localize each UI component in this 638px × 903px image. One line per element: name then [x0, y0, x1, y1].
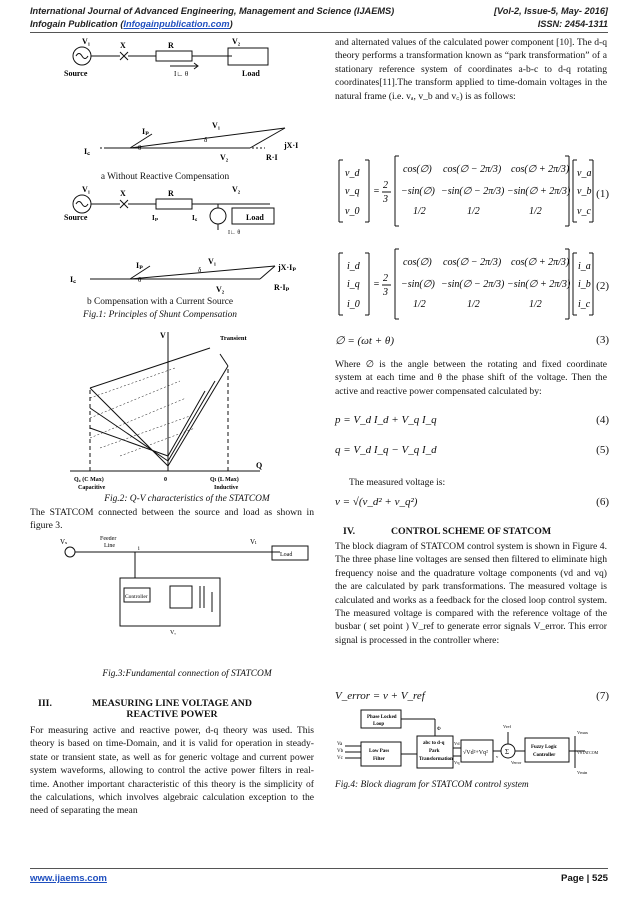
svg-text:Controller: Controller [533, 753, 556, 758]
equation-1 [335, 150, 607, 236]
svg-text:Iₚ: Iₚ [142, 127, 150, 136]
svg-text:Φ: Φ [437, 727, 441, 732]
svg-text:i_a: i_a [578, 261, 591, 272]
svg-text:X: X [120, 41, 126, 50]
fig3-statcom-connection [60, 536, 314, 636]
svg-text:=: = [373, 279, 380, 290]
fig2-qv-chart [60, 326, 314, 496]
fig3-caption: Fig.3:Fundamental connection of STATCOM [102, 669, 272, 679]
fig1b-caption: b Compensation with a Current Source [86, 297, 234, 307]
svg-text:jX·I: jX·I [284, 141, 299, 150]
equation-5: q = V_d I_q − V_q I_d [335, 444, 437, 456]
eq6-number: (6) [596, 496, 609, 508]
svg-text:I꜀: I꜀ [84, 147, 90, 156]
fig4-caption: Fig.4: Block diagram for STATCOM control system [335, 780, 529, 790]
svg-text:Park: Park [429, 749, 440, 754]
svg-text:V₂: V₂ [232, 186, 241, 194]
svg-text:Va: Va [337, 742, 343, 747]
svg-text:I∟ θ: I∟ θ [174, 70, 189, 78]
svg-text:R: R [168, 189, 174, 198]
svg-text:Source: Source [64, 213, 88, 222]
svg-text:δ: δ [198, 266, 202, 274]
svg-text:i_d: i_d [347, 261, 360, 272]
svg-text:2: 2 [383, 273, 388, 284]
svg-text:Loop: Loop [373, 722, 385, 727]
publisher-header: Infogain Publication (Infogainpublication.com) ISSN: 2454-1311 [30, 19, 608, 29]
para-where-phi: Where ∅ is the angle between the rotating and fixed coordinate system at each time and θ the phase shift of the voltage. Then the active and reactive power compensated calculated by: [335, 359, 607, 397]
svg-text:Fuzzy Logic: Fuzzy Logic [531, 745, 557, 750]
fig1a-circuit [60, 36, 314, 171]
fig1a-caption: a Without Reactive Compensation [100, 172, 230, 182]
svg-text:Iₚ: Iₚ [152, 214, 159, 222]
equation-6: v = √(v_d² + v_q²) [335, 496, 418, 508]
equation-7: V_error = v + V_ref [335, 690, 425, 702]
svg-text:−sin(∅): −sin(∅) [401, 279, 435, 290]
svg-text:Verror: Verror [511, 760, 522, 765]
svg-text:Low Pass: Low Pass [369, 749, 390, 754]
svg-text:√Vd²+Vq²: √Vd²+Vq² [463, 750, 488, 756]
svg-text:1/2: 1/2 [413, 206, 426, 217]
footer-rule [30, 868, 608, 869]
svg-text:v: v [496, 754, 499, 759]
svg-text:cos(∅): cos(∅) [403, 257, 432, 268]
svg-text:Vq: Vq [454, 760, 460, 765]
svg-text:i_b: i_b [578, 279, 591, 290]
svg-text:Vb: Vb [337, 749, 344, 754]
svg-text:Load: Load [242, 69, 260, 78]
svg-text:−sin(∅ − 2π/3): −sin(∅ − 2π/3) [441, 186, 505, 197]
svg-text:V₂: V₂ [232, 37, 241, 46]
svg-text:δ: δ [204, 136, 208, 144]
svg-text:R·I: R·I [266, 153, 278, 162]
svg-text:I꜀: I꜀ [70, 275, 76, 284]
fig2-caption: Fig.2: Q-V characteristics of the STATCOM [104, 494, 270, 504]
para-park-transform: and alternated values of the calculated power component [10]. The d-q theory performs a transformation known as “park transformation” of a stationary reference system of coordinates a-b-c to d-q rotating coordinates[11].The transform applied to time-domain voltages in the natural frame (i.e. vₐ, v_b and v꜀) is as follows: [335, 37, 607, 102]
svg-text:cos(∅ + 2π/3): cos(∅ + 2π/3) [511, 164, 570, 175]
svg-text:Σ: Σ [505, 748, 510, 756]
svg-text:Vₒ: Vₒ [170, 630, 177, 636]
svg-text:jX·Iₚ: jX·Iₚ [278, 263, 297, 272]
svg-text:V₁: V₁ [212, 121, 221, 130]
page-footer [30, 873, 608, 884]
fig1b-circuit [60, 186, 314, 301]
para-statcom-connection: The STATCOM connected between the source and load as shown in figure 3. [30, 507, 314, 532]
section3-heading: III. MEASURING LINE VOLTAGE AND REACTIVE POWER [38, 698, 252, 720]
eq2-number: (2) [596, 280, 609, 292]
svg-text:I∟ θ: I∟ θ [228, 230, 241, 236]
svg-text:v_d: v_d [345, 168, 360, 179]
svg-text:V₂: V₂ [216, 285, 225, 294]
header-rule [30, 32, 608, 33]
svg-text:Transient: Transient [220, 335, 247, 342]
svg-text:Load: Load [280, 552, 293, 558]
para-dq-theory: For measuring active and reactive power, d-q theory was used. This theory is based on time-Domain, and it is valid for operation in steady-state or transient state, as well as for generic voltage and current power system waveforms, allowing to control the active power filters in real-time. Another important characteristic of this theory is the simplicity of the calculations, which involves algebraic calculation exception to the need of separating the mean [30, 725, 314, 817]
svg-text:Vmin: Vmin [577, 770, 588, 775]
section4-heading: IV. CONTROL SCHEME OF STATCOM [343, 526, 552, 537]
svg-text:Capacitive: Capacitive [78, 485, 106, 491]
journal-header [30, 6, 608, 16]
svg-text:Filter: Filter [373, 757, 385, 762]
svg-text:V: V [160, 331, 166, 340]
svg-text:θ: θ [138, 276, 142, 284]
page-number: Page | 525 [561, 873, 608, 884]
svg-text:Vₗ: Vₗ [250, 538, 257, 546]
fig4-block-diagram [335, 708, 607, 778]
svg-text:cos(∅ + 2π/3): cos(∅ + 2π/3) [511, 257, 570, 268]
svg-text:θ: θ [138, 144, 142, 152]
f1a-v1: V₁ [82, 37, 91, 46]
svg-text:I꜀: I꜀ [192, 214, 198, 222]
equation-2 [335, 243, 607, 329]
svg-text:Vd: Vd [454, 741, 460, 746]
svg-text:3: 3 [383, 194, 388, 205]
svg-text:Iₚ: Iₚ [136, 261, 144, 270]
svg-text:1/2: 1/2 [413, 299, 426, 310]
svg-text:Vc: Vc [337, 756, 343, 761]
svg-text:i: i [138, 546, 140, 552]
volume-info: [Vol-2, Issue-5, May- 2016] [493, 6, 608, 16]
eq4-number: (4) [596, 414, 609, 426]
svg-text:Q꜀ (C Max): Q꜀ (C Max) [74, 477, 104, 483]
svg-text:v_a: v_a [577, 168, 592, 179]
svg-text:VSTATCOM: VSTATCOM [577, 750, 599, 755]
svg-text:v_q: v_q [345, 186, 360, 197]
svg-text:i_c: i_c [578, 299, 591, 310]
svg-text:cos(∅): cos(∅) [403, 164, 432, 175]
svg-text:1/2: 1/2 [467, 299, 480, 310]
svg-text:Transformation: Transformation [419, 757, 453, 762]
svg-text:3: 3 [383, 287, 388, 298]
svg-text:X: X [120, 189, 126, 198]
svg-text:abc to d-q: abc to d-q [423, 741, 445, 746]
svg-text:Source: Source [64, 69, 88, 78]
svg-text:cos(∅ − 2π/3): cos(∅ − 2π/3) [443, 257, 502, 268]
svg-text:V₂: V₂ [220, 153, 229, 162]
svg-text:Inductive: Inductive [214, 485, 239, 491]
svg-text:=: = [373, 186, 380, 197]
journal-title: International Journal of Advanced Engineering, Management and Science (IJAEMS) [30, 6, 395, 16]
svg-text:R·Iₚ: R·Iₚ [274, 283, 290, 292]
svg-text:V₁: V₁ [208, 257, 217, 266]
svg-text:Q: Q [256, 461, 263, 470]
svg-text:−sin(∅ + 2π/3): −sin(∅ + 2π/3) [507, 279, 571, 290]
equation-3: ∅ = (ωt + θ) [335, 335, 394, 347]
svg-text:R: R [168, 41, 174, 50]
issn: ISSN: 2454-1311 [537, 19, 608, 29]
svg-text:Vref: Vref [503, 724, 511, 729]
journal-url-link[interactable]: www.ijaems.com [30, 873, 107, 884]
svg-text:cos(∅ − 2π/3): cos(∅ − 2π/3) [443, 164, 502, 175]
svg-text:i_0: i_0 [347, 299, 360, 310]
svg-text:0: 0 [164, 477, 167, 483]
publisher-link[interactable]: Infogainpublication.com [123, 19, 230, 29]
eq7-number: (7) [596, 690, 609, 702]
svg-text:Line: Line [104, 543, 115, 549]
eq5-number: (5) [596, 444, 609, 456]
svg-text:Vₛ: Vₛ [60, 538, 68, 546]
eq3-number: (3) [596, 334, 609, 346]
svg-text:1/2: 1/2 [529, 206, 542, 217]
svg-text:v_c: v_c [577, 206, 591, 217]
para-control-scheme: The block diagram of STATCOM control system is shown in Figure 4. The three phase line voltages are sensed then filtered to eliminate high frequency noise and the quadrature voltage components (vd and vq) the are calculated by park transformations. The measured voltage is calculated and works as a feedback for the closed loop control system. The measured voltage is compared with the reference voltage of the busbar ( set point ) V_ref to generate error signals V_error. This error signal is processed in the controller where: [335, 541, 607, 646]
svg-text:v_0: v_0 [345, 206, 360, 217]
eq1-number: (1) [596, 188, 609, 200]
svg-text:V₁: V₁ [82, 186, 91, 194]
svg-text:1/2: 1/2 [529, 299, 542, 310]
svg-text:−sin(∅): −sin(∅) [401, 186, 435, 197]
equation-4: p = V_d I_d + V_q I_q [335, 414, 437, 426]
svg-text:Load: Load [246, 213, 264, 222]
svg-text:−sin(∅ − 2π/3): −sin(∅ − 2π/3) [441, 279, 505, 290]
svg-text:Qₗ (L Max): Qₗ (L Max) [210, 477, 239, 483]
fig1-caption: Fig.1: Principles of Shunt Compensation [83, 310, 237, 320]
para-measured-voltage: The measured voltage is: [349, 477, 446, 488]
svg-text:Phase Locked: Phase Locked [367, 715, 397, 720]
svg-text:Controller: Controller [125, 594, 148, 600]
svg-text:Vmax: Vmax [577, 730, 588, 735]
svg-text:Feeder: Feeder [100, 536, 117, 542]
svg-text:v_b: v_b [577, 186, 592, 197]
svg-text:1/2: 1/2 [467, 206, 480, 217]
svg-text:2: 2 [383, 180, 388, 191]
svg-text:−sin(∅ + 2π/3): −sin(∅ + 2π/3) [507, 186, 571, 197]
svg-text:i_q: i_q [347, 279, 360, 290]
